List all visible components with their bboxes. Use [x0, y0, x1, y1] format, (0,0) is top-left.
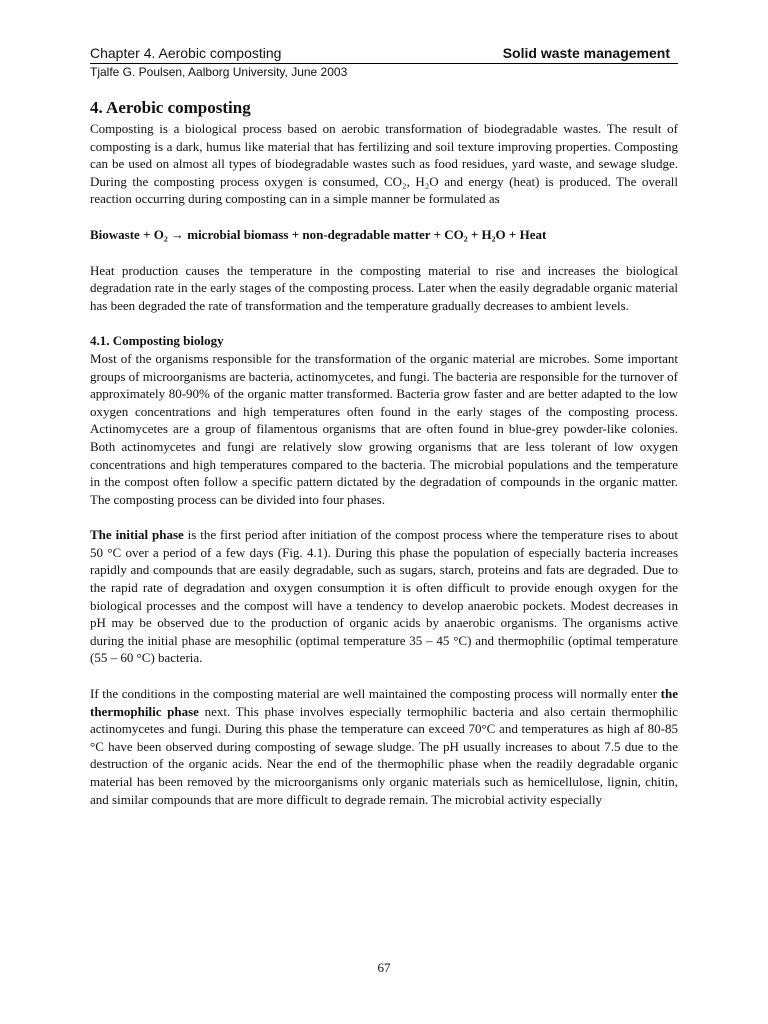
thermophilic-phase-paragraph	[90, 685, 678, 808]
page-body	[90, 98, 678, 808]
biology-paragraph: Most of the organisms responsible for the transformation of the organic material are microbes. Some important groups of microorganisms are bacteria, actinomycetes, and fungi. The bacteria are responsible for the turnover of approximately 80-90% of the organic matter transformed. Bacteria grow faster and are better adapted to the low oxygen concentrations and high temperatures often found in the early stages of the composting process. Actinomycetes are a group of filamentous organisms that are often found in blue-grey powder-like colonies. Both actinomycetes and fungi are relatively slow growing organisms that are less tolerant of low oxygen concentrations and high temperatures compared to the bacteria. The microbial populations and the temperature in the compost often follow a specific pattern dictated by the degradation of compounds in the organic matter. The composting process can be divided into four phases.	[90, 350, 678, 507]
initial-phase-term: The initial phase	[90, 527, 184, 543]
running-header	[90, 45, 678, 64]
thermophilic-phase-term: the thermophilic phase	[90, 686, 678, 719]
chapter-title: Chapter 4. Aerobic composting	[90, 45, 282, 61]
heat-paragraph: Heat production causes the temperature in the composting material to rise and increases the biological degradation rate in the early stages of the composting process. Later when the easily degradable organic material has been degraded the rate of transformation and the temperature gradually decreases to ambient levels.	[90, 262, 678, 313]
author-line: Tjalfe G. Poulsen, Aalborg University, June 2003	[90, 65, 348, 79]
reaction-equation: Biowaste + O₂ → microbial biomass + non-degradable matter + CO₂ + H₂O + Heat	[90, 226, 547, 242]
section-heading: 4. Aerobic composting	[90, 98, 251, 117]
subsection-heading: 4.1. Composting biology	[90, 333, 224, 349]
thermophilic-text-after: next. This phase involves especially termophilic bacteria and also certain thermophilic actinomycetes and fungi. During this phase the temperature can exceed 70°C and temperatures as high af 80-85 °C have been observed during composting of sewage sludge. The pH usually increases to about 7.5 due to the destruction of the organic acids. Near the end of the thermophilic phase when the readily degradable organic material has been removed by the microorganisms only organic materials such as hemicellulose, lignin, chitin, and similar compounds that are more difficult to degrade remain. The microbial activity especially	[90, 703, 678, 807]
initial-phase-paragraph	[90, 526, 678, 667]
initial-phase-text: is the first period after initiation of the compost process where the temperature rises to about 50 °C over a period of a few days (Fig. 4.1). During this phase the population of especially bacteria increases rapidly and compounds that are easily degradable, such as sugars, starch, proteins and fats are degraded. Due to the rapid rate of degradation and oxygen consumption it is often difficult to provide enough oxygen for the biological processes and the compost will have a tendency to develop anaerobic pockets. Modest decreases in pH may be observed due to the production of organic acids by anaerobic organisms. The organisms active during the initial phase are mesophilic (optimal temperature 35 – 45 °C) and thermophilic (optimal temperature (55 – 60 °C) bacteria.	[90, 527, 678, 666]
intro-paragraph: Composting is a biological process based on aerobic transformation of biodegradable wastes. The result of composting is a dark, humus like material that has fertilizing and soil texture improving properties. Composting can be used on almost all types of biodegradable wastes such as food residues, yard waste, and sewage sludge. During the composting process oxygen is consumed, CO₂, H₂O and energy (heat) is produced. The overall reaction occurring during composting can in a simple manner be formulated as	[90, 121, 678, 207]
page-number: 67	[377, 960, 391, 975]
thermophilic-text-before: If the conditions in the composting material are well maintained the composting process will normally enter	[90, 686, 661, 702]
book-title: Solid waste management	[502, 45, 670, 61]
